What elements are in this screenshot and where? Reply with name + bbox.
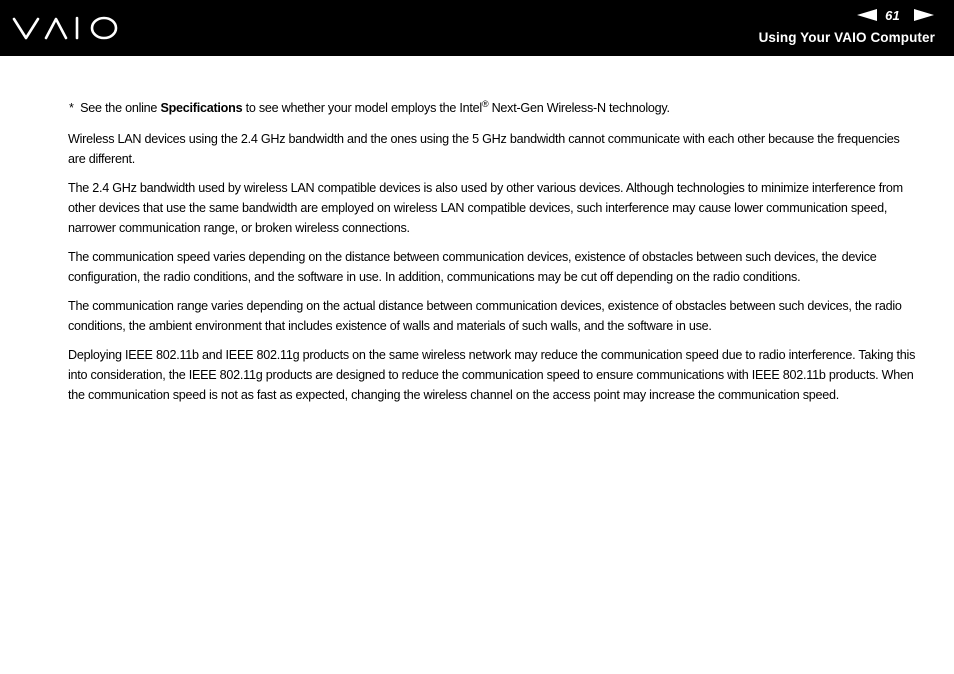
paragraph-communication-range: The communication range varies depending on the actual distance between communication devices, existence of obstacles between such devices, the radio conditions, the ambient environment that includes existence of walls and materials of such walls, and the software in use.: [68, 299, 902, 333]
paragraph-ieee-deployment: Deploying IEEE 802.11b and IEEE 802.11g products on the same wireless network may reduce the communication speed due to radio interference. Taking this into consideration, the IEEE 802.11g products are designed to reduce the communication speed to ensure communications with IEEE 802.11b products. When the communication speed is not as fast as expected, changing the wireless channel on the access point may increase the communication speed.: [68, 348, 916, 402]
footnote-text-before: See the online: [80, 101, 158, 115]
arrow-right-icon[interactable]: [914, 9, 934, 21]
page-header: [0, 0, 954, 56]
page-number: 61: [885, 7, 900, 23]
footnote-text-middle: to see whether your model employs the Intel: [245, 101, 482, 115]
footnote: [69, 98, 917, 118]
registered-mark: ®: [481, 99, 489, 109]
document-body: [68, 98, 916, 414]
specifications-term: Specifications: [160, 101, 243, 115]
footnote-text-after: Next-Gen Wireless-N technology.: [491, 101, 670, 115]
vaio-logo-icon: [12, 13, 120, 43]
paragraph-interference: The 2.4 GHz bandwidth used by wireless LAN compatible devices is also used by other various devices. Although technologies to minimize interference from other devices that use the same bandwidth are employed on wireless LAN compatible devices, such interference may cause lower communication speed, narrower communication range, or broken wireless connections.: [68, 181, 903, 235]
page-navigation: [857, 7, 934, 23]
arrow-left-icon[interactable]: [857, 9, 877, 21]
section-title: Using Your VAIO Computer: [758, 30, 935, 45]
paragraph-communication-speed: The communication speed varies depending on the distance between communication devices, existence of obstacles between such devices, the device configuration, the radio conditions, and the software in use. In addition, communications may be cut off depending on the radio conditions.: [68, 250, 877, 284]
footnote-marker: *: [69, 101, 74, 115]
paragraph-bandwidth-compatibility: Wireless LAN devices using the 2.4 GHz bandwidth and the ones using the 5 GHz bandwidth cannot communicate with each other because the frequencies are different.: [68, 132, 900, 166]
